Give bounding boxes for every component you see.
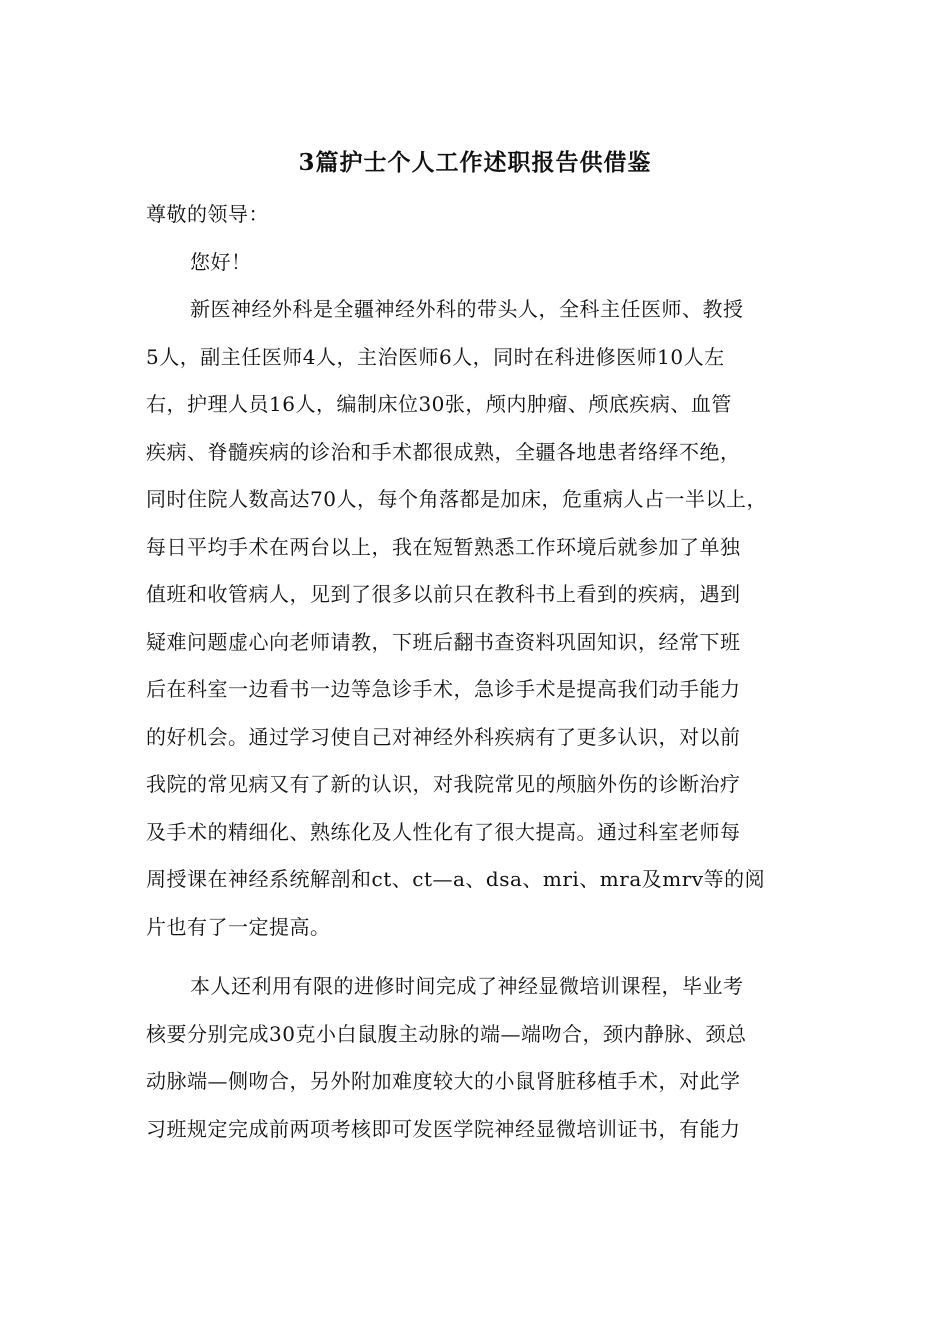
paragraph-1-line-6: 每日平均手术在两台以上，我在短暂熟悉工作环境后就参加了单独	[146, 534, 741, 559]
paragraph-2-line-3: 动脉端—侧吻合，另外附加难度较大的小鼠肾脏移植手术，对此学	[146, 1069, 741, 1093]
document-body	[146, 191, 826, 1153]
paragraph-1	[146, 286, 826, 951]
paragraph-1-line-14: 片也有了一定提高。	[146, 914, 331, 939]
greeting: 您好！	[190, 249, 252, 274]
paragraph-1-line-9: 后在科室一边看书一边等急诊手术，急诊手术是提高我们动手能力	[146, 677, 741, 701]
paragraph-1-line-3: 右，护理人员16人，编制床位30张，颅内肿瘤、颅底疾病、血管	[146, 392, 732, 416]
paragraph-1-line-12: 及手术的精细化、熟练化及人性化有了很大提高。通过科室老师每	[146, 819, 741, 844]
salutation: 尊敬的领导：	[146, 202, 269, 226]
paragraph-1-line-7: 值班和收管病人，见到了很多以前只在教科书上看到的疾病，遇到	[146, 582, 741, 606]
paragraph-1-line-11: 我院的常见病又有了新的认识，对我院常见的颅脑外伤的诊断治疗	[146, 772, 741, 796]
document-title: 3篇护士个人工作述职报告供借鉴	[298, 149, 652, 176]
paragraph-1-line-8: 疑难问题虚心向老师请教，下班后翻书查资料巩固知识，经常下班	[146, 629, 741, 654]
paragraph-gap	[146, 951, 826, 963]
paragraph-2-line-4: 习班规定完成前两项考核即可发医学院神经显微培训证书，有能力	[146, 1116, 741, 1141]
paragraph-2	[146, 963, 826, 1153]
paragraph-1-line-1: 新医神经外科是全疆神经外科的带头人，全科主任医师、教授	[190, 297, 744, 321]
paragraph-1-line-10: 的好机会。通过学习使自己对神经外科疾病有了更多认识，对以前	[146, 724, 741, 749]
paragraph-1-line-2: 5人，副主任医师4人，主治医师6人，同时在科进修医师10人左	[146, 344, 725, 369]
paragraph-2-line-1: 本人还利用有限的进修时间完成了神经显微培训课程，毕业考	[190, 974, 744, 998]
paragraph-1-line-5: 同时住院人数高达70人，每个角落都是加床，危重病人占一半以上，	[146, 487, 767, 511]
paragraph-1-line-13: 周授课在神经系统解剖和ct、ct—a、dsa、mri、mra及mrv等的阅	[146, 867, 766, 891]
paragraph-2-line-2: 核要分别完成30克小白鼠腹主动脉的端—端吻合，颈内静脉、颈总	[146, 1021, 747, 1046]
paragraph-1-line-4: 疾病、脊髓疾病的诊治和手术都很成熟，全疆各地患者络绎不绝，	[146, 439, 741, 464]
